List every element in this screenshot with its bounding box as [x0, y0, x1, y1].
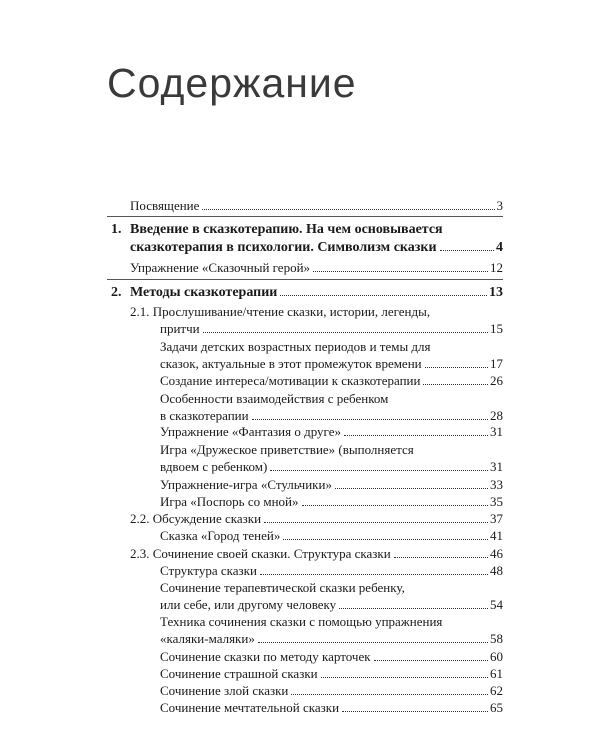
- page-title: Содержание: [107, 60, 357, 106]
- toc-entry-text: Сочинение сказки по методу карточек: [160, 649, 371, 664]
- dot-leader: [264, 522, 488, 523]
- toc-entry[interactable]: [160, 613, 503, 647]
- toc-page-number: 48: [490, 563, 503, 578]
- toc-chapter-1[interactable]: [130, 221, 503, 257]
- toc-page-number: 26: [490, 373, 503, 388]
- toc-page-number: 31: [490, 459, 503, 474]
- toc-entry-text: Сочинение злой сказки: [160, 683, 289, 698]
- toc-entry-text: сказок, актуальные в этот промежуток времени: [160, 356, 422, 371]
- toc-entry-text: Особенности взаимодействия с ребенком: [160, 391, 389, 406]
- toc-entry-text: в сказкотерапии: [160, 408, 249, 423]
- toc-entry[interactable]: [160, 372, 503, 389]
- toc-entry[interactable]: [160, 562, 503, 579]
- toc-entry-text: или себе, или другому человеку: [160, 597, 337, 612]
- dot-leader: [202, 209, 494, 210]
- toc-page-number: 37: [490, 511, 503, 526]
- toc-page-number: 31: [490, 424, 503, 439]
- toc-entry-text: 2.3. Сочинение своей сказки. Структура сказки: [130, 546, 391, 561]
- toc-page-number: 3: [496, 198, 503, 213]
- chapter-number: 2.: [111, 285, 122, 300]
- toc-page-number: 4: [496, 240, 503, 255]
- dot-leader: [344, 435, 488, 436]
- toc-entry[interactable]: [160, 648, 503, 665]
- toc-entry[interactable]: [160, 441, 503, 475]
- toc-page-number: 46: [490, 546, 503, 561]
- toc-entry[interactable]: [160, 699, 503, 716]
- toc-entry-text: Посвящение: [130, 198, 200, 213]
- toc-entry-text: «каляки-маляки»: [160, 631, 255, 646]
- toc-entry-text: Техника сочинения сказки с помощью упражнения: [160, 614, 443, 629]
- toc-entry-text: притчи: [160, 321, 200, 336]
- toc-entry-text: Методы сказкотерапии: [130, 285, 278, 300]
- toc-entry-text: Введение в сказкотерапию. На чем основывается: [130, 222, 443, 237]
- toc-entry[interactable]: [160, 338, 503, 372]
- chapter-number: 1.: [111, 222, 122, 237]
- dot-leader: [283, 539, 488, 540]
- toc-page-number: 28: [490, 408, 503, 423]
- dot-leader: [258, 642, 488, 643]
- toc-entry[interactable]: [130, 259, 503, 276]
- dot-leader: [260, 574, 488, 575]
- toc-entry-text: Сказка «Город теней»: [160, 528, 281, 543]
- dot-leader: [270, 470, 488, 471]
- toc-section-2-3[interactable]: [130, 545, 503, 562]
- toc-entry[interactable]: [160, 579, 503, 613]
- toc-entry-text: Игра «Дружеское приветствие» (выполняется: [160, 442, 414, 457]
- toc-page-number: 60: [490, 649, 503, 664]
- toc-entry-text: Упражнение «Фантазия о друге»: [160, 424, 341, 439]
- section-divider: [107, 279, 503, 280]
- toc-entry-text: Упражнение «Сказочный герой»: [130, 260, 311, 275]
- toc-section-2-2[interactable]: [130, 510, 503, 527]
- toc-chapter-2[interactable]: [130, 284, 503, 302]
- dot-leader: [394, 557, 488, 558]
- toc-entry[interactable]: [160, 682, 503, 699]
- toc-entry-text: Игра «Поспорь со мной»: [160, 494, 299, 509]
- toc-page-number: 33: [490, 477, 503, 492]
- toc-entry-text: 2.1. Прослушивание/чтение сказки, истории, легенды,: [130, 304, 431, 319]
- toc-entry-text: 2.2. Обсуждение сказки: [130, 511, 262, 526]
- toc-entry-dedication[interactable]: [130, 197, 503, 214]
- dot-leader: [342, 711, 488, 712]
- dot-leader: [321, 677, 488, 678]
- toc-page-number: 35: [490, 494, 503, 509]
- toc-entry-text: Задачи детских возрастных периодов и темы для: [160, 339, 431, 354]
- toc-page-number: 13: [489, 285, 503, 300]
- dot-leader: [339, 608, 488, 609]
- section-divider: [107, 216, 503, 217]
- toc-page-number: 15: [490, 321, 503, 336]
- toc-page-number: 65: [490, 700, 503, 715]
- toc-entry-text: сказкотерапия в психологии. Символизм сказки: [130, 240, 437, 255]
- dot-leader: [313, 271, 488, 272]
- toc-entry[interactable]: [160, 423, 503, 440]
- toc-page-number: 17: [490, 356, 503, 371]
- toc-entry[interactable]: [160, 665, 503, 682]
- toc-entry-text: Сочинение терапевтической сказки ребенку,: [160, 580, 405, 595]
- toc-page-number: 62: [490, 683, 503, 698]
- toc-page-number: 58: [490, 631, 503, 646]
- toc-page-number: 41: [490, 528, 503, 543]
- dot-leader: [291, 694, 488, 695]
- toc-entry-text: Сочинение страшной сказки: [160, 666, 318, 681]
- toc-entry-text: Сочинение мечтательной сказки: [160, 700, 340, 715]
- dot-leader: [374, 660, 488, 661]
- toc-page-number: 54: [490, 597, 503, 612]
- dot-leader: [440, 250, 494, 251]
- dot-leader: [423, 384, 488, 385]
- dot-leader: [302, 505, 488, 506]
- dot-leader: [335, 488, 488, 489]
- toc-entry-text: Упражнение-игра «Стульчики»: [160, 477, 332, 492]
- toc-entry[interactable]: [160, 476, 503, 493]
- toc-entry-text: Структура сказки: [160, 563, 257, 578]
- dot-leader: [280, 295, 487, 296]
- dot-leader: [425, 367, 488, 368]
- toc-entry[interactable]: [160, 493, 503, 510]
- toc-entry[interactable]: [160, 527, 503, 544]
- toc-entry[interactable]: [160, 390, 503, 424]
- toc-entry-text: вдвоем с ребенком): [160, 459, 268, 474]
- toc-page-number: 61: [490, 666, 503, 681]
- toc-page-number: 12: [490, 260, 503, 275]
- dot-leader: [203, 332, 488, 333]
- dot-leader: [252, 419, 488, 420]
- toc-section-2-1[interactable]: [130, 303, 503, 337]
- toc-entry-text: Создание интереса/мотивации к сказкотерапии: [160, 373, 421, 388]
